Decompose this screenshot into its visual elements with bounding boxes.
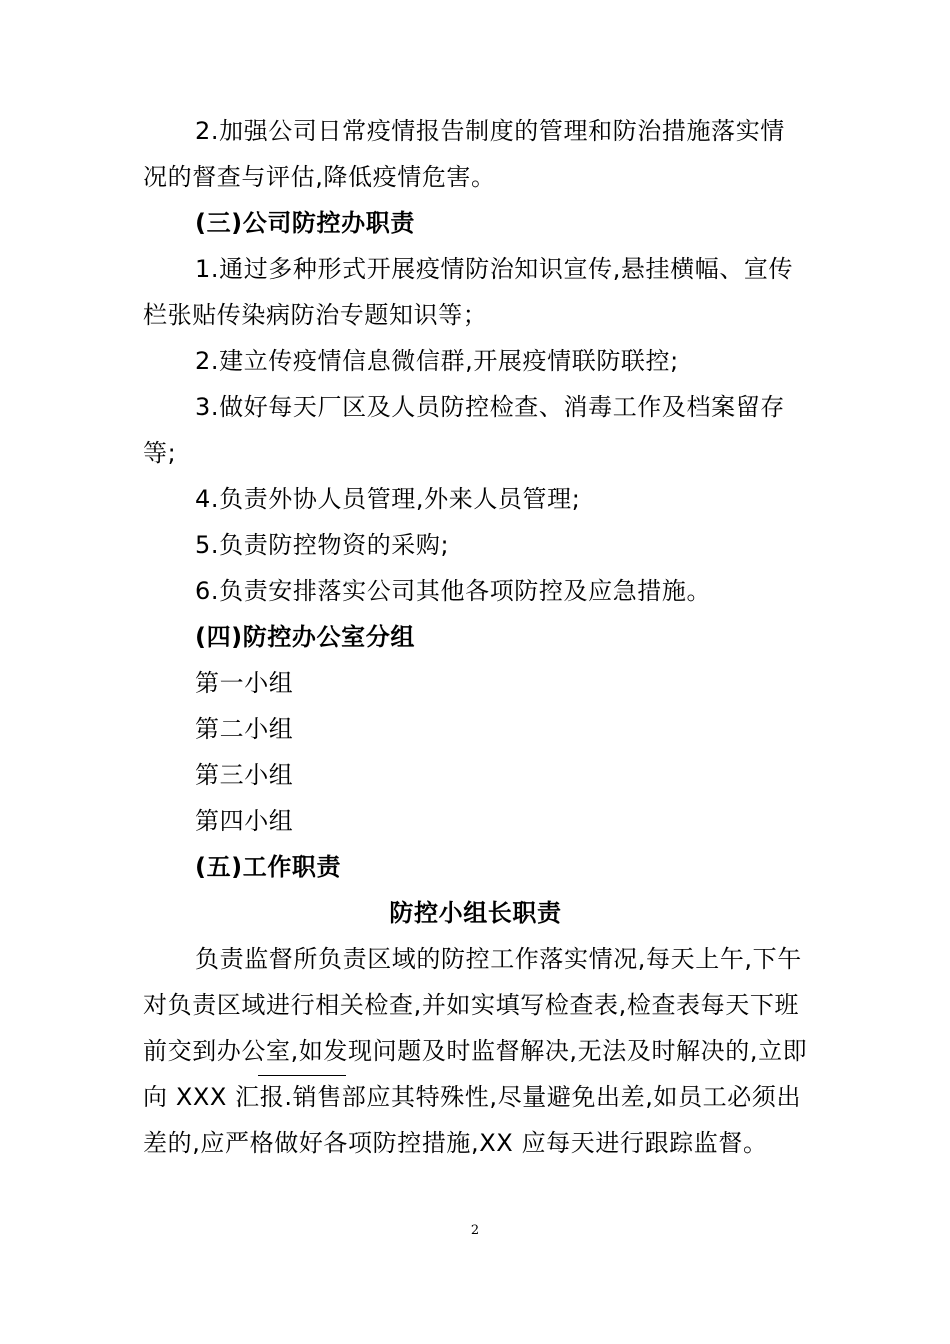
- paragraph-2-supervision: 2.加强公司日常疫情报告制度的管理和防治措施落实情况的督查与评估,降低疫情危害。: [143, 117, 785, 191]
- list-item-4-personnel: 4.负责外协人员管理,外来人员管理;: [195, 485, 581, 513]
- heading-work-duties: (五)工作职责: [195, 853, 342, 881]
- list-item-5-purchasing: 5.负责防控物资的采购;: [195, 531, 450, 559]
- document-body: [143, 108, 808, 1166]
- paragraph-group-leader-duties: 负责监督所负责区域的防控工作落实情况,每天上午,下午对负责区域进行相关检查,并如实填写检查表,检查表每天下班前交到办公室,如发现问题及时监督解决,无法及时解决的,立即向 XXX 汇报.销售部应其特殊性,尽量避免出差,如员工必须出差的,应严格做好各项防控措施,XX 应每天进行跟踪监督。: [143, 945, 808, 1157]
- heading-office-duties: (三)公司防控办职责: [195, 209, 415, 237]
- group-item-4: 第四小组: [195, 807, 294, 835]
- group-item-2: 第二小组: [195, 715, 294, 743]
- heading-group-leader-duties: 防控小组长职责: [389, 899, 562, 927]
- heading-office-groups: (四)防控办公室分组: [195, 623, 415, 651]
- list-item-3-inspection: 3.做好每天厂区及人员防控检查、消毒工作及档案留存等;: [143, 393, 785, 467]
- underline-mark: [258, 1075, 346, 1076]
- group-item-1: 第一小组: [195, 669, 294, 697]
- group-item-3: 第三小组: [195, 761, 294, 789]
- list-item-2-wechat-group: 2.建立传疫情信息微信群,开展疫情联防联控;: [195, 347, 679, 375]
- list-item-1-publicity: 1.通过多种形式开展疫情防治知识宣传,悬挂横幅、宣传栏张贴传染病防治专题知识等；: [143, 255, 794, 329]
- page-number: 2: [470, 1223, 480, 1238]
- list-item-6-emergency: 6.负责安排落实公司其他各项防控及应急措施。: [195, 577, 712, 605]
